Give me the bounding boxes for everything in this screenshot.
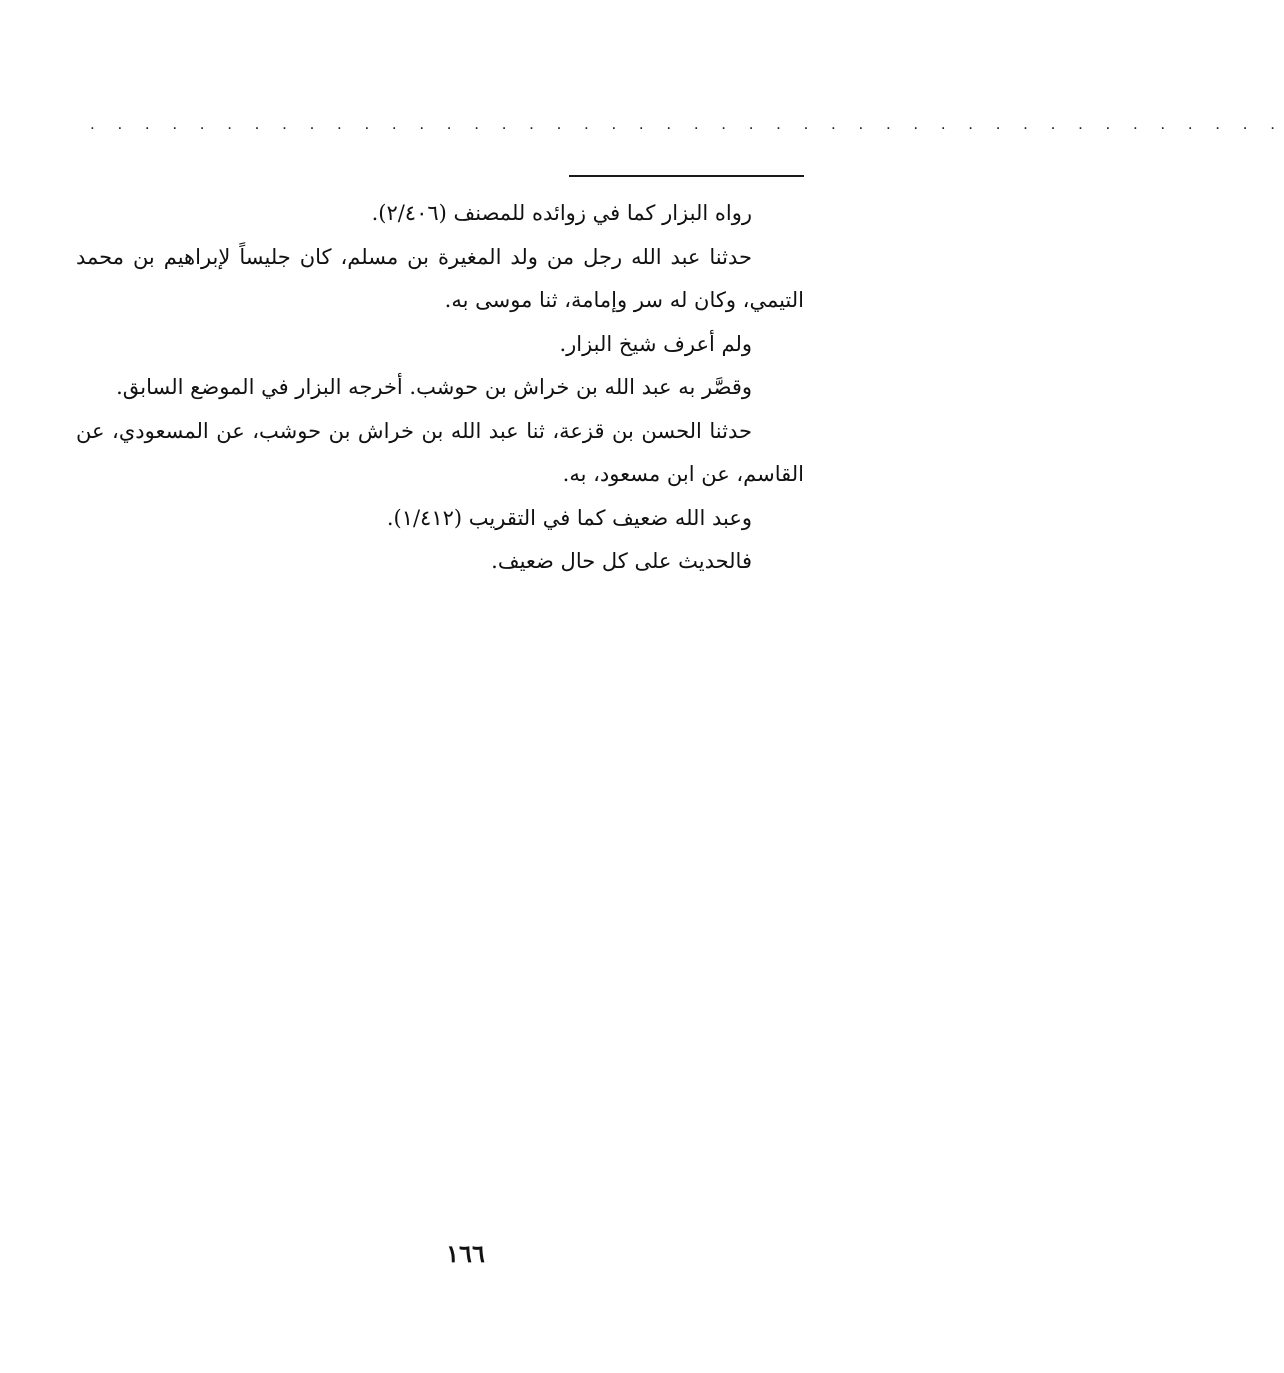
footnote-paragraph: ولم أعرف شيخ البزار. [559, 331, 752, 356]
footnote-paragraph: رواه البزار كما في زوائده للمصنف (٢/٤٠٦). [371, 201, 752, 225]
footnote-paragraph: حدثنا عبد الله رجل من ولد المغيرة بن مسلم، كان جليساً لإبراهيم بن محمد التيمي، وكان له سر وإمامة، ثنا موسى به. [76, 244, 804, 312]
footnote-rule [569, 175, 804, 177]
footnote-paragraph: فالحديث على كل حال ضعيف. [491, 549, 752, 573]
footnote-paragraph: حدثنا الحسن بن قزعة، ثنا عبد الله بن خراش بن حوشب، عن المسعودي، عن القاسم، عن ابن مسعود، به. [76, 418, 804, 486]
dotted-separator: . . . . . . . . . . . . . . . . . . . . . . . . . . . . . . . . . . . . . . . . . . . . [90, 114, 1284, 133]
page-number: ١٦٦ [446, 1239, 485, 1268]
footnote-paragraph: وعبد الله ضعيف كما في التقريب (١/٤١٢). [386, 505, 752, 530]
footnotes-block [76, 192, 804, 584]
footnote-paragraph: وقصَّر به عبد الله بن خراش بن حوشب. أخرجه البزار في الموضع السابق. [116, 375, 752, 399]
